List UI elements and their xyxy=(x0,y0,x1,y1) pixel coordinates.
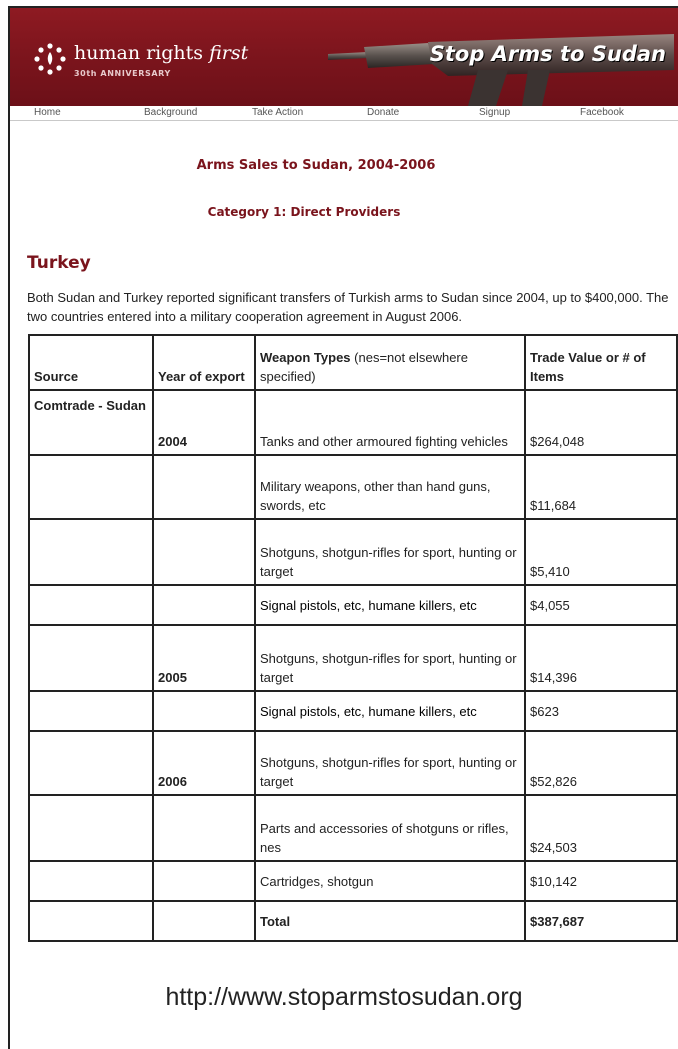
cell-value: $5,410 xyxy=(525,519,677,585)
cell-value: $14,396 xyxy=(525,625,677,691)
arms-trade-table xyxy=(28,334,678,942)
cell-source xyxy=(29,731,153,795)
cell-year xyxy=(153,861,255,901)
nav-home-link[interactable]: Home xyxy=(34,107,61,118)
table-row xyxy=(29,795,677,861)
cell-total-label: Total xyxy=(255,901,525,941)
table-header-row xyxy=(29,335,677,390)
header-year: Year of export xyxy=(153,335,255,390)
logo-candle-icon xyxy=(32,42,68,78)
cell-source xyxy=(29,795,153,861)
nav-background-link[interactable]: Background xyxy=(144,107,198,118)
cell-value: $24,503 xyxy=(525,795,677,861)
cell-year xyxy=(153,691,255,731)
cell-weapon: Shotguns, shotgun-rifles for sport, hunting or target xyxy=(255,519,525,585)
cell-weapon: Parts and accessories of shotguns or rifles, nes xyxy=(255,795,525,861)
page-title: Arms Sales to Sudan, 2004-2006 xyxy=(196,158,436,173)
cell-year: 2005 xyxy=(153,625,255,691)
cell-weapon: Cartridges, shotgun xyxy=(255,861,525,901)
table-row xyxy=(29,861,677,901)
cell-value: $10,142 xyxy=(525,861,677,901)
cell-source xyxy=(29,585,153,625)
cell-source xyxy=(29,519,153,585)
cell-year: 2006 xyxy=(153,731,255,795)
header-trade-value: Trade Value or # of Items xyxy=(525,335,677,390)
intro-paragraph: Both Sudan and Turkey reported significant transfers of Turkish arms to Sudan since 2004, up to $400,000. The two countries entered into a military cooperation agreement in August 2006. xyxy=(27,290,669,324)
cell-year xyxy=(153,455,255,519)
cell-source: Comtrade - Sudan xyxy=(29,390,153,455)
cell-weapon: Military weapons, other than hand guns, swords, etc xyxy=(255,455,525,519)
cell-year xyxy=(153,519,255,585)
header-weapon-note: (nes=not elsewhere specified) xyxy=(260,350,468,384)
cell-weapon: Signal pistols, etc, humane killers, etc xyxy=(255,691,525,731)
cell-year: 2004 xyxy=(153,390,255,455)
main-nav xyxy=(10,106,678,121)
table-row xyxy=(29,731,677,795)
cell-value: $264,048 xyxy=(525,390,677,455)
footer-url-link[interactable]: http://www.stoparmstosudan.org xyxy=(165,983,523,1011)
cell-weapon: Tanks and other armoured fighting vehicles xyxy=(255,390,525,455)
cell-weapon: Shotguns, shotgun-rifles for sport, hunting or target xyxy=(255,731,525,795)
org-anniversary: 30th ANNIVERSARY xyxy=(74,69,171,78)
header-source: Source xyxy=(29,335,153,390)
table-row xyxy=(29,691,677,731)
cell-source xyxy=(29,901,153,941)
header-weapon-types xyxy=(255,335,525,390)
cell-year xyxy=(153,585,255,625)
cell-source xyxy=(29,625,153,691)
org-name: human rights first xyxy=(74,42,249,64)
nav-donate-link[interactable]: Donate xyxy=(367,107,400,118)
cell-total-value: $387,687 xyxy=(525,901,677,941)
category-heading: Category 1: Direct Providers xyxy=(207,205,401,219)
cell-value: $52,826 xyxy=(525,731,677,795)
cell-source xyxy=(29,455,153,519)
cell-weapon: Signal pistols, etc, humane killers, etc xyxy=(255,585,525,625)
cell-value: $4,055 xyxy=(525,585,677,625)
cell-source xyxy=(29,691,153,731)
table-row xyxy=(29,585,677,625)
cell-value: $623 xyxy=(525,691,677,731)
cell-value: $11,684 xyxy=(525,455,677,519)
table-total-row xyxy=(29,901,677,941)
site-banner xyxy=(10,8,678,106)
table-row xyxy=(29,519,677,585)
cell-year xyxy=(153,901,255,941)
cell-source xyxy=(29,861,153,901)
nav-facebook-link[interactable]: Facebook xyxy=(580,107,624,118)
table-row xyxy=(29,625,677,691)
cell-year xyxy=(153,795,255,861)
table-row xyxy=(29,455,677,519)
nav-signup-link[interactable]: Signup xyxy=(479,107,511,118)
nav-take-action-link[interactable]: Take Action xyxy=(252,107,304,118)
table-row xyxy=(29,390,677,455)
header-weapon-bold: Weapon Types xyxy=(260,350,351,365)
campaign-title[interactable]: Stop Arms to Sudan xyxy=(429,42,666,66)
country-heading: Turkey xyxy=(27,253,91,273)
cell-weapon: Shotguns, shotgun-rifles for sport, hunting or target xyxy=(255,625,525,691)
